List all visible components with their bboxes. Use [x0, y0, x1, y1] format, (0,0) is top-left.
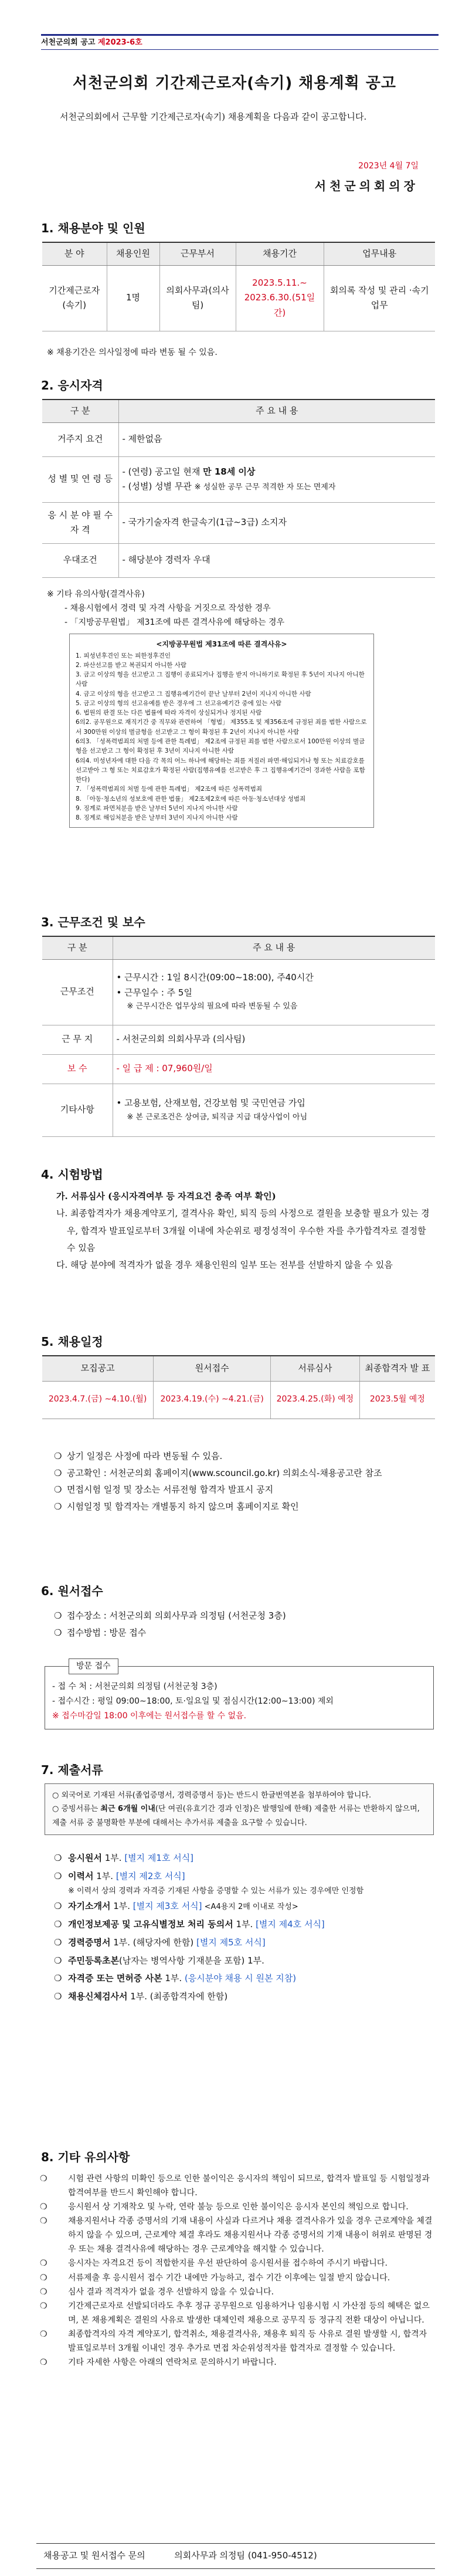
other-note: ❍ 시험 관련 사항의 미확인 등으로 인한 불이익은 응시자의 책임이 되므로, 합격자 발표일 등 시험일정과 합격여부를 반드시 확인해야 합니다.	[40, 2174, 430, 2198]
col-content: 주 요 내 용	[113, 936, 435, 959]
contact-label: 채용공고 및 원서접수 문의	[43, 2550, 145, 2561]
work-condition-value	[113, 959, 435, 1025]
header-rule	[41, 34, 439, 36]
workplace-label: 근 무 지	[42, 1025, 113, 1054]
exam-methods	[56, 1188, 434, 1274]
gender-line	[123, 479, 432, 495]
contact-value: 의회사무과 의정팀 (041-950-4512)	[174, 2550, 317, 2561]
doc-item: ❍ 경력증명서 1부. (해당자에 한함) [별지 제5호 서식]	[54, 1937, 266, 1948]
intro-text: 서천군의회에서 근무할 기간제근로자(속기) 채용계획을 다음과 같이 공고합니다.	[60, 111, 367, 122]
cell-field: 기간제근로자(속기)	[42, 265, 107, 331]
work-hours: • 근무시간 : 1일 8시간(09:00∼18:00), 주40시간	[116, 972, 314, 983]
other-note: ❍ 기타 자세한 사항은 아래의 연락처로 문의하시기 바랍니다.	[40, 2358, 277, 2368]
notice-period: 2023.4.7.(금) ∼4.10.(월)	[42, 1381, 154, 1419]
schedule-note: ❍ 상기 일정은 사정에 따라 변동될 수 있음.	[54, 1451, 223, 1461]
exam-method-a: 가. 서류심사 (응시자격여부 등 자격요건 충족 여부 확인)	[56, 1191, 276, 1201]
other-note: ❍ 응시자는 자격요건 등이 적합한지를 우선 판단하여 응시원서를 접수하여 주시기 바랍니다.	[40, 2259, 388, 2269]
age-gender-label: 성 별 및 연 령 등	[42, 456, 118, 502]
other-note: ❍ 채용지원서나 각종 증명서의 기재 내용이 사실과 다르거나 채용 결격사유가 있을 경우 근로계약을 체결하지 않을 수 있으며, 근로계약 체결 후라도 채용지원서나 각종 증명서의 기재 내용이 허위로 판명된 경우 또는 채용 결격사유에 해당하는 경우 근로계약을 해지할 수 있습니다.	[40, 2216, 433, 2255]
doc-item: ❍ 자격증 또는 면허증 사본 1부. (응시분야 채용 시 원본 지참)	[54, 1973, 297, 1984]
col-count: 채용인원	[107, 242, 159, 265]
visit-deadline-note: ※ 접수마감일 18:00 이후에는 원서접수를 할 수 없음.	[52, 1711, 247, 1721]
cell-count: 1명	[107, 265, 159, 331]
section-4-title: 4. 시험방법	[41, 1167, 103, 1182]
box-line: 3. 금고 이상의 형을 선고받고 그 집행이 종료되거나 집행을 받지 아니하기로 확정된 후 5년이 지나지 아니한 사람	[76, 671, 365, 688]
other-note: ❍ 기간제근로자로 선발되더라도 추후 정규 공무원으로 임용하거나 임용시험 시 가산점 등의 혜택은 없으며, 본 채용계획은 결원의 사유로 발생한 대체인력 채용으로 공무직 등 정규직 전환 대상이 아닙니다.	[40, 2301, 430, 2325]
box-line: 6의4. 미성년자에 대한 다음 각 목의 어느 하나에 해당하는 죄를 저질러 파면·해임되거나 형 또는 치료감호를 선고받아 그 형 또는 치료감호가 확정된 사람(집행유예를 선고받은 후 그 집행유예기간이 경과한 사람을 포함한다)	[76, 757, 365, 784]
col-dept: 근무부서	[159, 242, 236, 265]
doc-item-note: ※ 이력서 상의 경력과 자격증 기재된 사항을 증명할 수 있는 서류가 있는 경우에만 인정함	[68, 1886, 364, 1895]
exam-method-b: 나. 최종합격자가 채용계약포기, 결격사유 확인, 퇴직 등의 사정으로 결원을 보충할 필요가 있는 경우, 합격자 발표일로부터 3개월 이내에 차순위로 평정성적이 우수한 자를 추가합격자로 결정할 수 있음	[56, 1208, 430, 1253]
other-note: ❍ 최종합격자의 자격 계약포기, 합격취소, 채용결격사유, 채용후 퇴직 등 사유로 결원 발생할 시, 합격자 발표일로부터 3개월 이내인 경우 추가로 면접 차순위성적자를 합격자로 결정할 수 있습니다.	[40, 2329, 427, 2353]
disqualification-box	[69, 634, 374, 828]
doc-item: ❍ 개인정보제공 및 고유식별정보 처리 동의서 1부. [별지 제4호 서식]	[54, 1919, 325, 1930]
eligibility-table	[42, 399, 435, 578]
notice-prefix: 서천군의회 공고	[41, 38, 98, 47]
col-field: 분 야	[42, 242, 107, 265]
cell-dept: 의회사무과(의사팀)	[159, 265, 236, 331]
visit-application-box	[45, 1661, 434, 1729]
workplace-value: - 서천군의회 의회사무과 (의사팀)	[113, 1025, 435, 1054]
notice-no-value: 제2023-6호	[97, 38, 142, 47]
contact-footer	[36, 2543, 435, 2569]
disqualification-2: - 「지방공무원법」 제31조에 따른 결격사유에 해당하는 경우	[64, 618, 285, 627]
box-line: 2. 파산선고를 받고 복권되지 아니한 사람	[76, 661, 186, 669]
residency-label: 거주지 요건	[42, 422, 118, 456]
application-info	[54, 1607, 434, 1641]
schedule-notes	[54, 1448, 434, 1515]
col-category: 구 분	[42, 936, 113, 959]
application-place: ❍ 접수장소 : 서천군의회 의회사무과 의정팀 (서천군청 3층)	[54, 1610, 286, 1621]
document-guidance-box	[45, 1783, 434, 1835]
insurance-text: • 고용보험, 산재보험, 건강보험 및 국민연금 가입	[116, 1098, 305, 1109]
residency-value: - 제한없음	[118, 422, 435, 456]
disqualification-title: ※ 기타 유의사항(결격사유)	[47, 590, 145, 599]
header-rule-2	[41, 49, 439, 50]
other-note: ❍ 서류제출 후 응시원서 접수 기간 내에만 가능하고, 접수 기간 이후에는 일절 받지 않습니다.	[40, 2273, 390, 2283]
box-line: 8. 「아동·청소년의 성보호에 관한 법률」 제2조제2호에 따른 아동·청소년대상 성범죄	[76, 795, 306, 803]
page-title: 서천군의회 기간제근로자(속기) 채용계획 공고	[72, 75, 397, 92]
doc-item: ❍ 응시원서 1부. [별지 제1호 서식]	[54, 1853, 194, 1863]
section-6-title: 6. 원서접수	[41, 1584, 103, 1598]
schedule-table	[42, 1355, 435, 1419]
required-cert-value: - 국가기술자격 한글속기(1급∼3급) 소지자	[118, 502, 435, 543]
document-list	[54, 1849, 436, 2006]
work-condition-label: 근무조건	[42, 959, 113, 1025]
gender-note: ※ 성실한 공무 근무 적격한 자 또는 면제자	[194, 483, 336, 492]
age-gender-value	[118, 456, 435, 502]
section-7-title: 7. 제출서류	[41, 1763, 103, 1777]
issuing-org: 서천군의회의장	[314, 179, 419, 193]
schedule-note: ❍ 시험일정 및 합격자는 개별통지 하지 않으며 홈페이지로 확인	[54, 1501, 299, 1512]
preference-label: 우대조건	[42, 543, 118, 577]
col-notice: 모집공고	[42, 1356, 154, 1381]
age-text: - (연령) 공고일 현재	[122, 466, 203, 477]
col-period: 채용기간	[236, 242, 324, 265]
other-note: ❍ 응시원서 상 기재착오 및 누락, 연락 불능 등으로 인한 불이익은 응시자 본인의 책임으로 합니다.	[40, 2202, 409, 2212]
section-5-title: 5. 채용일정	[41, 1335, 103, 1349]
application-period: 2023.4.19.(수) ∼4.21.(금)	[154, 1381, 271, 1419]
exam-method-c: 다. 해당 분야에 적격자가 없을 경우 채용인원의 일부 또는 전부를 선발하지 않을 수 있음	[56, 1260, 393, 1270]
box-line: 8. 징계로 해임처분을 받은 날부터 3년이 지나지 아니한 사람	[76, 814, 238, 822]
col-category: 구 분	[42, 400, 118, 422]
recruit-table	[42, 242, 435, 331]
etc-note: ※ 본 근로조건은 상여금, 퇴직금 지급 대상사업이 아님	[127, 1112, 308, 1122]
cell-duty: 회의록 작성 및 관리 ·속기업무	[324, 265, 435, 331]
other-notes	[40, 2172, 436, 2369]
etc-value	[113, 1084, 435, 1136]
box-line: 6의2. 공무원으로 재직기간 중 직무와 관련하여 「형법」 제355조 및 제356조에 규정된 죄를 범한 사람으로서 300만원 이상의 벌금형을 선고받고 그 형이 확정된 후 2년이 지나지 아니한 사람	[76, 719, 367, 736]
guidance-1: ○ 외국어로 기재된 서류(졸업증명서, 경력증명서 등)는 반드시 한글번역본을 첨부하여야 합니다.	[52, 1791, 372, 1800]
schedule-note: ❍ 면접시험 일정 및 장소는 서류전형 합격자 발표시 공지	[54, 1484, 274, 1495]
age-min: 만 18세 이상	[203, 466, 256, 477]
visit-hours: - 접수시간 : 평일 09:00∼18:00, 토·일요일 및 점심시간(12:00∼13:00) 제외	[52, 1697, 334, 1707]
col-duty: 업무내용	[324, 242, 435, 265]
visit-tag: 방문 접수	[69, 1658, 118, 1674]
guidance-2: ○ 증빙서류는 최근 6개월 이내(단 여권(유효기간 경과 인정)은 발행일에 한해) 제출한 서류는 반환하지 않으며, 제출 서류 중 불명확한 부분에 대해서는 추가서류 제출을 요구할 수 있습니다.	[52, 1805, 420, 1827]
doc-item: ❍ 주민등록초본(남자는 병역사항 기재분을 포함) 1부.	[54, 1955, 264, 1966]
box-line: 9. 징계로 파면처분을 받은 날부터 5년이 지나지 아니한 사람	[76, 804, 238, 812]
col-final: 최종합격자 발 표	[359, 1356, 435, 1381]
cell-period: 2023.5.11.∼ 2023.6.30.(51일간)	[236, 265, 324, 331]
box-line: 6. 법원의 판결 또는 다른 법률에 따라 자격이 상실되거나 정지된 사람	[76, 709, 262, 717]
col-screening: 서류심사	[271, 1356, 360, 1381]
section-1-note: ※ 채용기간은 의사일정에 따라 변동 될 수 있음.	[47, 348, 217, 357]
schedule-note: ❍ 공고확인 : 서천군의회 홈페이지(www.scouncil.go.kr) 의회소식-채용공고란 참조	[54, 1467, 382, 1478]
col-content: 주 요 내 용	[118, 400, 435, 422]
box-line: 4. 금고 이상의 형을 선고받고 그 집행유예기간이 끝난 날부터 2년이 지나지 아니한 사람	[76, 690, 311, 698]
doc-item: ❍ 이력서 1부. [별지 제2호 서식]	[54, 1870, 185, 1881]
section-1-title: 1. 채용분야 및 인원	[41, 221, 145, 235]
other-note: ❍ 심사 결과 적격자가 없을 경우 선발하지 않을 수 있습니다.	[40, 2287, 274, 2297]
work-days: • 근무일수 : 주 5일	[116, 987, 192, 998]
box-line: 5. 금고 이상의 형의 선고유예를 받은 경우에 그 선고유예기간 중에 있는 사람	[76, 699, 282, 707]
preference-value: - 해당분야 경력자 우대	[118, 543, 435, 577]
doc-item: ❍ 채용신체검사서 1부. (최종합격자에 한함)	[54, 1991, 228, 2002]
visit-place: - 접 수 처 : 서천군의회 의정팀 (서천군청 3층)	[52, 1682, 217, 1691]
required-cert-label: 응 시 분 야 필 수 자 격	[42, 502, 118, 543]
doc-item: ❍ 자기소개서 1부. [별지 제3호 서식] <A4용지 2매 이내로 작성>	[54, 1901, 298, 1912]
pay-value: - 일 급 제 : 07,960원/일	[113, 1054, 435, 1084]
section-8-title: 8. 기타 유의사항	[41, 2150, 130, 2164]
notice-date: 2023년 4월 7일	[358, 161, 419, 171]
final-date: 2023.5월 예정	[359, 1381, 435, 1419]
disqualification-1: - 채용시험에서 경력 및 자격 사항을 거짓으로 작성한 경우	[64, 604, 271, 613]
section-2-title: 2. 응시자격	[41, 378, 103, 392]
box-line: 6의3. 「성폭력범죄의 처벌 등에 관한 특례법」 제2조에 규정된 죄를 범한 사람으로서 100만원 이상의 벌금형을 선고받고 그 형이 확정된 후 3년이 지나지 아니한 사람	[76, 737, 365, 755]
box-line: 7. 「성폭력범죄의 처벌 등에 관한 특례법」 제2조에 따른 성폭력범죄	[76, 786, 262, 793]
gender-text: - (성별) 성별 무관	[122, 481, 192, 492]
box-title: <지방공무원법 제31조에 따른 결격사유>	[156, 640, 287, 648]
notice-number	[41, 36, 142, 49]
conditions-table	[42, 936, 435, 1137]
box-line: 1. 피성년후견인 또는 피한정후견인	[76, 652, 171, 659]
col-application: 원서접수	[154, 1356, 271, 1381]
screening-date: 2023.4.25.(화) 예정	[271, 1381, 360, 1419]
section-3-title: 3. 근무조건 및 보수	[41, 915, 145, 929]
application-method: ❍ 접수방법 : 방문 접수	[54, 1627, 147, 1638]
work-note: ※ 근무시간은 업무상의 필요에 따라 변동될 수 있음	[127, 1002, 298, 1011]
pay-label: 보 수	[42, 1054, 113, 1084]
etc-label: 기타사항	[42, 1084, 113, 1136]
age-line	[123, 465, 432, 480]
